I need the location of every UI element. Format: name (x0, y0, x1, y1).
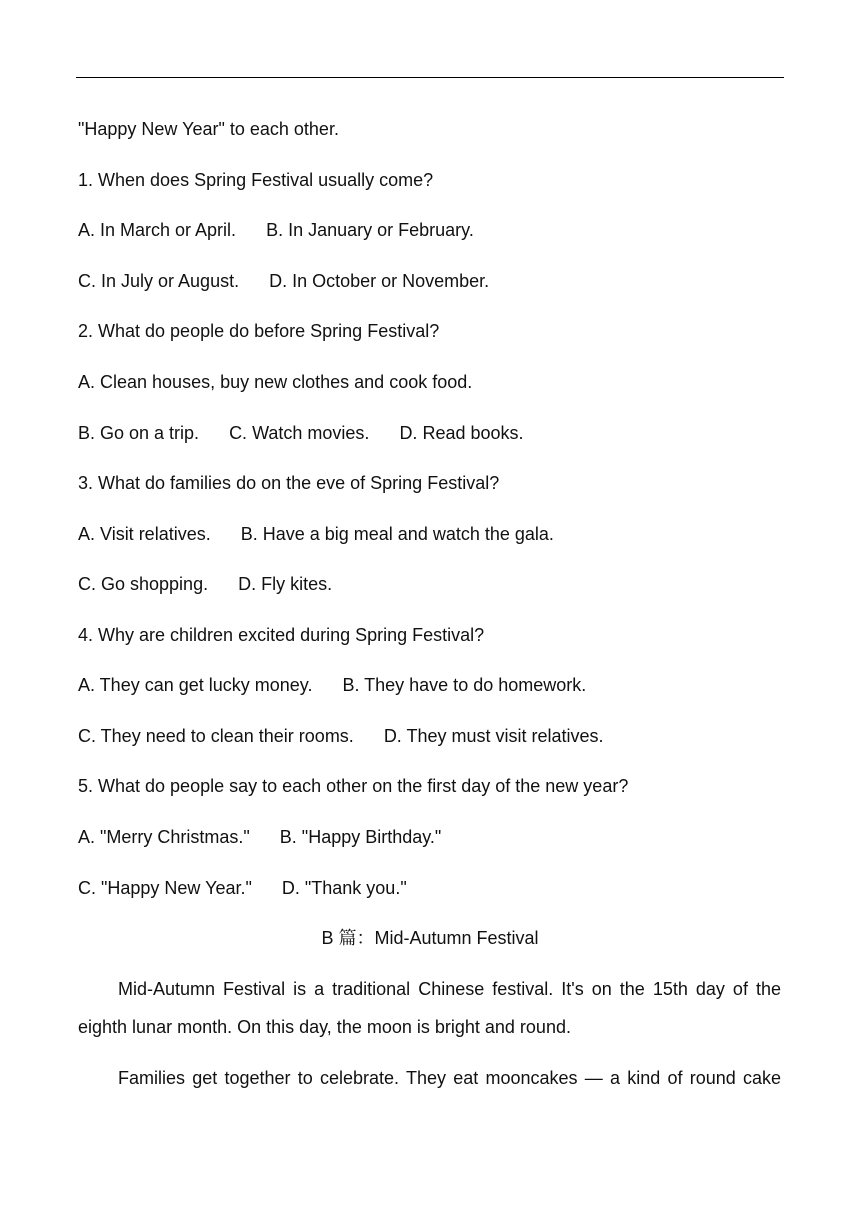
option-5b: B. "Happy Birthday." (279, 827, 442, 847)
section-b-paragraph-1-line-1: Mid-Autumn Festival is a traditional Chinese festival. It's on the 15th day of the (118, 979, 781, 999)
option-5c: C. "Happy New Year." (78, 878, 252, 898)
option-4d: D. They must visit relatives. (383, 726, 604, 746)
option-2b: B. Go on a trip. (78, 423, 200, 443)
question-1-options-row-2 (78, 270, 489, 292)
option-3a: A. Visit relatives. (78, 524, 211, 544)
question-3: 3. What do families do on the eve of Spring Festival? (78, 473, 500, 493)
question-5-options-row-1 (78, 826, 441, 848)
option-3d: D. Fly kites. (238, 574, 333, 594)
option-5a: A. "Merry Christmas." (78, 827, 250, 847)
question-4-options-row-1 (78, 674, 586, 696)
option-4c: C. They need to clean their rooms. (78, 726, 354, 746)
question-1: 1. When does Spring Festival usually come? (78, 170, 434, 190)
question-4: 4. Why are children excited during Spring Festival? (78, 625, 485, 645)
question-2: 2. What do people do before Spring Festival? (78, 321, 440, 341)
section-b-title: B 篇：Mid-Autumn Festival (321, 928, 539, 948)
option-4a: A. They can get lucky money. (78, 675, 313, 695)
option-4b: B. They have to do homework. (342, 675, 587, 695)
passage-continuation: "Happy New Year" to each other. (78, 119, 339, 139)
question-5: 5. What do people say to each other on the first day of the new year? (78, 776, 629, 796)
option-5d: D. "Thank you." (281, 878, 407, 898)
option-2a: A. Clean houses, buy new clothes and cook food. (78, 372, 473, 392)
option-3c: C. Go shopping. (78, 574, 209, 594)
option-1a: A. In March or April. (78, 220, 237, 240)
option-2d: D. Read books. (399, 423, 524, 443)
question-4-options-row-2 (78, 725, 604, 747)
option-2c: C. Watch movies. (229, 423, 370, 443)
option-1c: C. In July or August. (78, 271, 240, 291)
question-2-options-row-1 (78, 371, 472, 393)
section-b-paragraph-2-line-1: Families get together to celebrate. They eat mooncakes — a kind of round cake (118, 1068, 781, 1088)
question-1-options-row-1 (78, 219, 474, 241)
question-5-options-row-2 (78, 877, 407, 899)
question-2-options-row-2 (78, 422, 524, 444)
option-1b: B. In January or February. (266, 220, 474, 240)
option-3b: B. Have a big meal and watch the gala. (240, 524, 554, 544)
question-3-options-row-1 (78, 523, 554, 545)
header-rule (76, 77, 784, 78)
question-3-options-row-2 (78, 573, 332, 595)
option-1d: D. In October or November. (269, 271, 490, 291)
section-b-paragraph-1-line-2: eighth lunar month. On this day, the moon is bright and round. (78, 1017, 571, 1037)
